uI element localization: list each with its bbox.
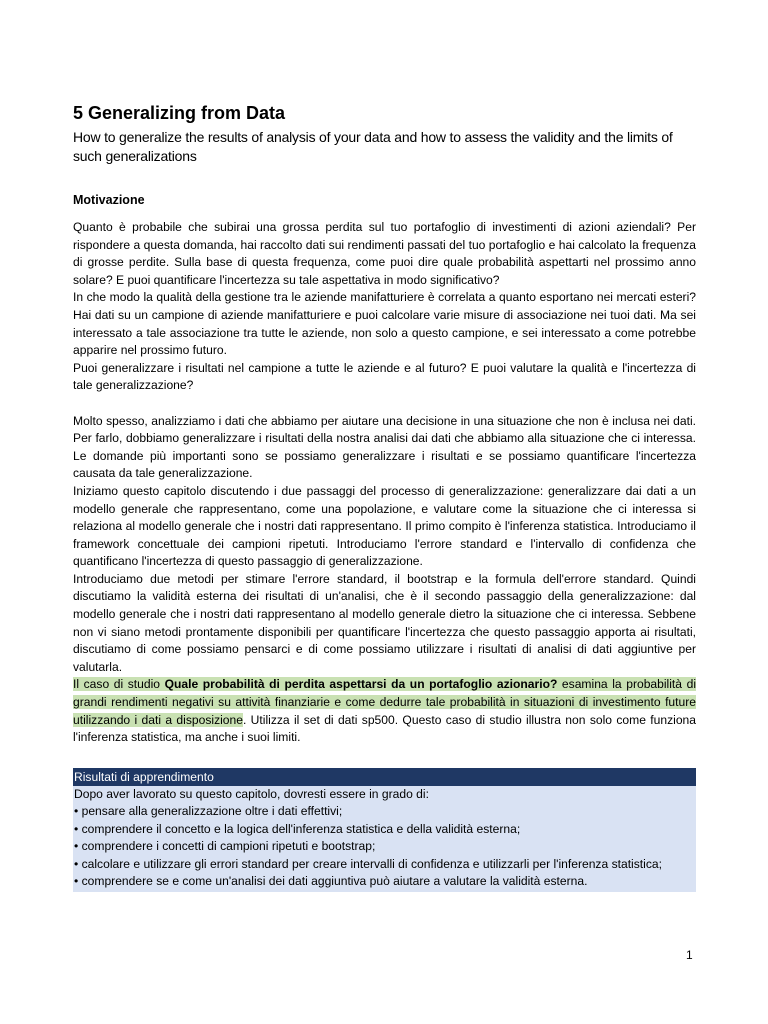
list-item: • pensare alla generalizzazione oltre i dati effettivi; (74, 804, 343, 819)
list-item: • comprendere se e come un'analisi dei dati aggiuntiva può aiutare a valutare la validità esterna. (74, 874, 588, 889)
list-item: • calcolare e utilizzare gli errori standard per creare intervalli di confidenza e utilizzarli per l'inferenza statistica; (74, 856, 662, 871)
paragraph: In che modo la qualità della gestione tra le aziende manifatturiere è correlata a quanto esportano nei mercati esteri? Hai dati su un campione di aziende manifatturiere e puoi calcolare varie misure di associazione nei tuoi dati. Ma sei interessato a tale associazione tra tutte le aziende, non solo a questo campione, e sei interessato a come potrebbe apparire nel prossimo futuro. (73, 290, 696, 358)
paragraph: Molto spesso, analizziamo i dati che abbiamo per aiutare una decisione in una situazione che non è inclusa nei dati. Per farlo, dobbiamo generalizzare i risultati della nostra analisi dai dati che abbiamo alla situazione che ci interessa. Le domande più importanti sono se possiamo generalizzare i risultati e se possiamo quantificare l'incertezza causata da tale generalizzazione. (73, 413, 696, 481)
case-study-description: esamina la probabilità di grandi rendimenti negativi su attività finanziarie e come dedurre tale probabilità in situazioni di investimento future utilizzando i dati a disposizione (73, 677, 697, 727)
learning-outcomes-header: Risultati di apprendimento (73, 768, 696, 786)
paragraph: Iniziamo questo capitolo discutendo i due passaggi del processo di generalizzazione: generalizzare dai dati a un modello generale che rappresentano, come una popolazione, e valutare come la situazione che ci interessa si relaziona al modello generale che i nostri dati rappresentano. Il primo compito è l'inferenza statistica. Introduciamo il framework concettuale dei campioni ripetuti. Introduciamo l'errore standard e l'intervallo di confidenza che quantificano l'incertezza di questo passaggio di generalizzazione. (73, 483, 696, 569)
case-study-title: Quale probabilità di perdita aspettarsi da un portafoglio azionario? (164, 677, 558, 692)
learning-outcomes-list (74, 803, 695, 890)
case-study-prefix: Il caso di studio (73, 677, 165, 692)
page-number: 1 (686, 948, 693, 962)
paragraph: Puoi generalizzare i risultati nel campione a tutte le aziende e al futuro? E puoi valutare la qualità e l'incertezza di tale generalizzazione? (73, 360, 696, 393)
motivation-body (73, 219, 696, 747)
case-study-suffix: . Utilizza il set di dati sp500. Questo caso di studio illustra non solo come funziona l'inferenza statistica, ma anche i suoi limiti. (73, 712, 696, 745)
learning-outcomes-body (73, 786, 696, 892)
case-study-paragraph (73, 676, 696, 746)
list-item: • comprendere i concetti di campioni ripetuti e bootstrap; (74, 839, 376, 854)
chapter-title: 5 Generalizing from Data (73, 103, 286, 123)
learning-outcomes-intro: Dopo aver lavorato su questo capitolo, dovresti essere in grado di: (74, 787, 429, 801)
chapter-subtitle: How to generalize the results of analysis of your data and how to assess the validity and the limits of such generalizations (73, 129, 673, 164)
learning-outcomes-box (73, 768, 696, 892)
list-item: • comprendere il concetto e la logica dell'inferenza statistica e della validità esterna; (74, 821, 521, 836)
paragraph-gap (73, 395, 696, 413)
section-heading-motivation: Motivazione (73, 193, 145, 207)
paragraph: Introduciamo due metodi per stimare l'errore standard, il bootstrap e la formula dell'errore standard. Quindi discutiamo la validità esterna dei risultati di un'analisi, che è il secondo passaggio della generalizzazione: dal modello generale che i nostri dati rappresentano al modello generale dietro la situazione che ci interessa. Sebbene non vi siano metodi prontamente disponibili per quantificare l'incertezza che questo passaggio apporta ai risultati, discutiamo di come possiamo pensarci e di come possiamo utilizzare i risultati di analisi di dati aggiuntive per valutarla. (73, 571, 696, 674)
paragraph: Quanto è probabile che subirai una grossa perdita sul tuo portafoglio di investimenti di azioni aziendali? Per rispondere a questa domanda, hai raccolto dati sui rendimenti passati del tuo portafoglio e hai calcolato la frequenza di grosse perdite. Sulla base di questa frequenza, come puoi dire quale probabilità aspettarti nel prossimo anno solare? E puoi quantificare l'incertezza su tale aspettativa in modo significativo? (73, 220, 696, 287)
